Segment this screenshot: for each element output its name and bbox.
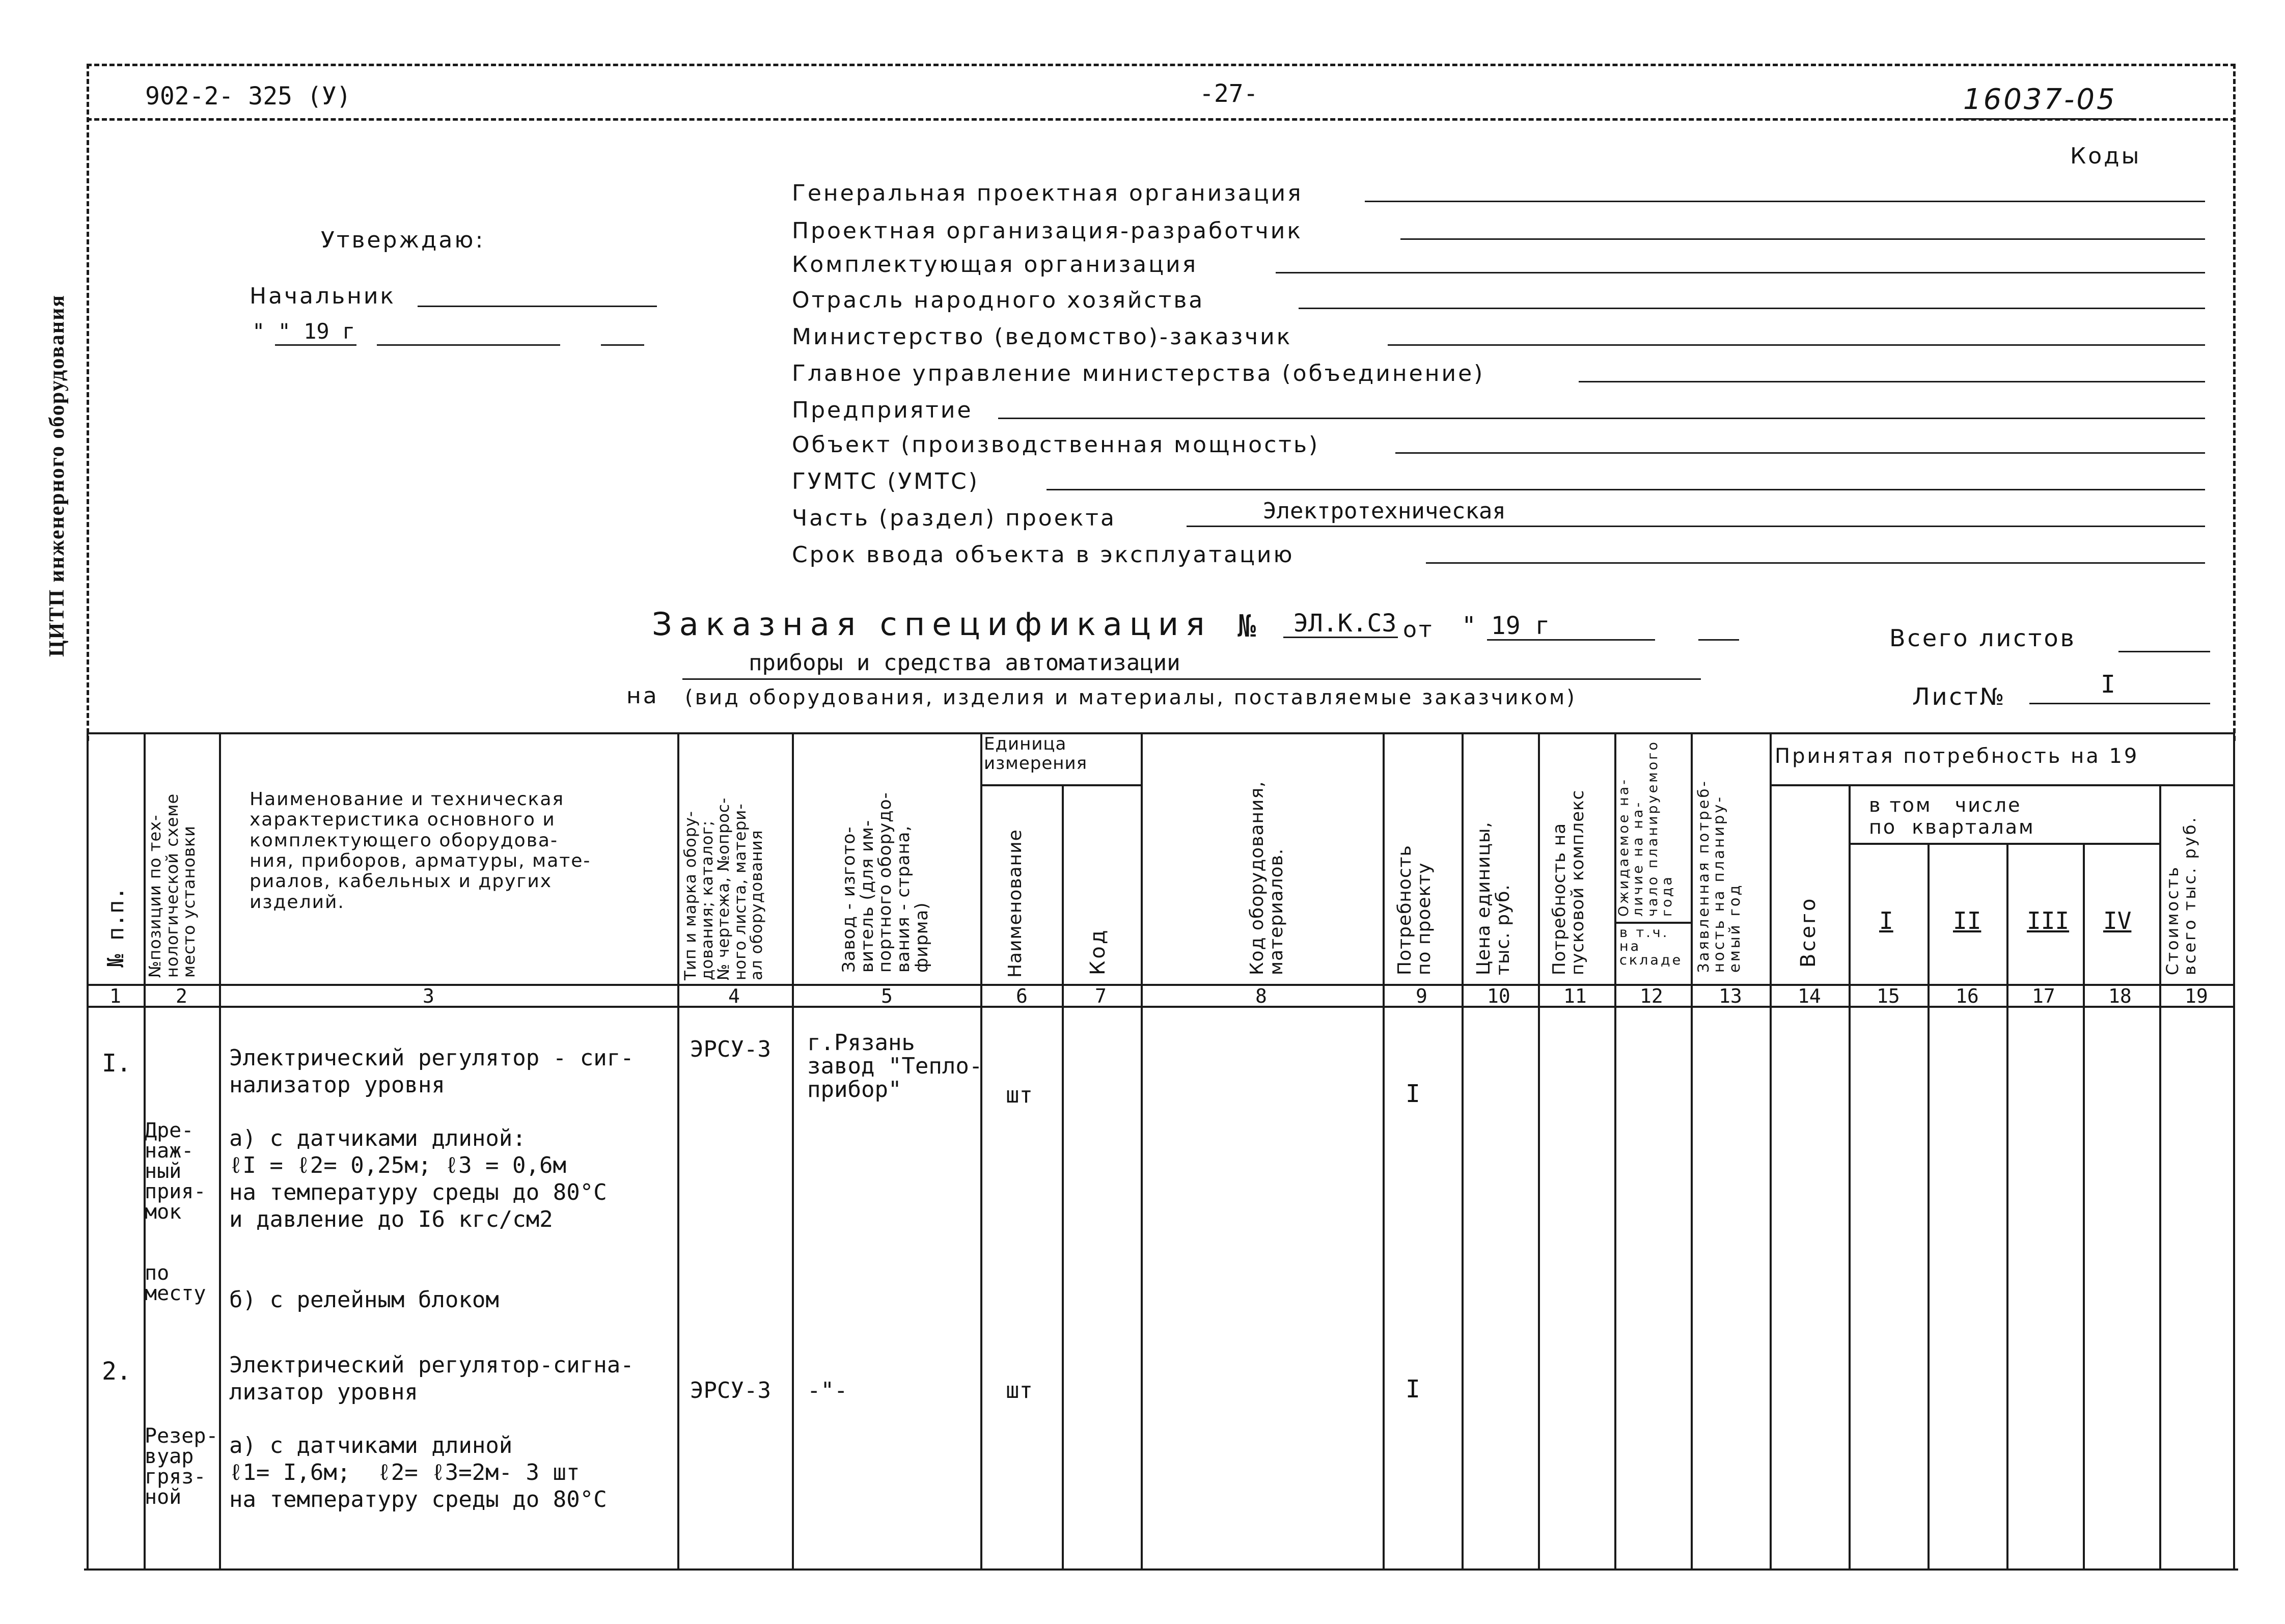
org-field-line: [1276, 272, 2205, 273]
spec-date-prefix: от: [1403, 617, 1434, 643]
header-in-stock: в т.ч. на складе: [1619, 925, 1683, 968]
table-row-1-unit: шт: [1006, 1082, 1033, 1108]
table-row-1-num: I.: [102, 1049, 131, 1078]
colnum-2: 2: [176, 985, 187, 1007]
sheet-line: [2029, 703, 2210, 704]
org-field-line: [1047, 489, 2205, 490]
header-launch: Потребность на пусковой комплекс: [1549, 789, 1588, 975]
header-unit-group: Единица измерения: [984, 734, 1088, 774]
col-sep: [677, 732, 679, 1568]
org-field-label: Предприятие: [792, 397, 973, 423]
header-q1: I: [1879, 907, 1893, 934]
spec-number-line: [1283, 637, 1398, 638]
col-sep: [219, 732, 221, 1568]
spec-subject-caption: (вид оборудования, изделия и материалы, поставляемые заказчиком): [685, 686, 1577, 709]
col-sep: [1062, 784, 1064, 1568]
spec-date-line-2: [1698, 639, 1739, 641]
header-maker: Завод - изгото- витель (для им- портного оборудо- вания - страна, фирма): [839, 792, 932, 973]
spec-date: " 19 г: [1462, 612, 1550, 640]
colnum-13: 13: [1719, 985, 1742, 1007]
spec-subject-line: [682, 678, 1701, 680]
quarters-rule: [1849, 843, 2159, 845]
col-sep: [1462, 732, 1464, 1568]
colnum-5: 5: [881, 985, 893, 1007]
org-field-label: Министерство (ведомство)-заказчик: [792, 324, 1292, 350]
org-field-line: [1388, 344, 2205, 346]
header-price: Цена единицы, тыс. руб.: [1473, 821, 1513, 975]
colnum-18: 18: [2108, 985, 2132, 1007]
table-bottom-rule: [84, 1568, 2238, 1571]
archive-underline: [1958, 118, 2136, 120]
archive-number: 16037-05: [1963, 83, 2117, 116]
header-q3: III: [2027, 907, 2070, 934]
spec-title: Заказная спецификация: [652, 605, 1212, 643]
col-sep: [1141, 732, 1143, 1568]
sheet-label: Лист№: [1912, 683, 2006, 710]
table-row-2-qty: I: [1406, 1375, 1420, 1403]
sheet-value: I: [2101, 670, 2115, 699]
colnum-1: 1: [109, 985, 121, 1007]
table-row-2-num: 2.: [102, 1357, 131, 1386]
table-row-2-type: ЭРСУ-3: [690, 1378, 771, 1403]
frame-right: [2233, 64, 2236, 741]
colnum-17: 17: [2032, 985, 2055, 1007]
frame-top: [87, 64, 2236, 66]
colnum-14: 14: [1798, 985, 1821, 1007]
table-colnum-bottom-rule: [87, 1006, 2235, 1008]
header-unit-code: Код: [1086, 928, 1110, 975]
org-field-value: Электротехническая: [1263, 498, 1506, 524]
col-sep: [1691, 732, 1693, 1568]
header-quarters: в том числе по кварталам: [1869, 794, 2035, 838]
codes-label: Коды: [2070, 143, 2141, 169]
org-field-line: [1579, 381, 2205, 382]
col-sep: [2159, 784, 2161, 1568]
spec-number-value: ЭЛ.К.СЗ: [1293, 609, 1397, 638]
org-field-line: [1365, 201, 2205, 202]
table-row-1-type: ЭРСУ-3: [690, 1036, 771, 1062]
org-field-label: ГУМТС (УМТС): [792, 469, 979, 494]
org-field-label: Отрасль народного хозяйства: [792, 287, 1205, 313]
org-field-label: Срок ввода объекта в эксплуатацию: [792, 542, 1295, 568]
org-field-line: [1395, 452, 2205, 454]
colnum-10: 10: [1487, 985, 1510, 1007]
approval-date-line-1: [275, 344, 356, 346]
colnum-15: 15: [1877, 985, 1900, 1007]
org-field-label: Проектная организация-разработчик: [792, 218, 1303, 244]
org-field-label: Генеральная проектная организация: [792, 180, 1303, 206]
colnum-19: 19: [2185, 985, 2208, 1007]
col-sep: [1849, 784, 1851, 1568]
table-row-2-unit: шт: [1006, 1378, 1033, 1403]
colnum-16: 16: [1956, 985, 1979, 1007]
org-field-label: Часть (раздел) проекта: [792, 505, 1116, 531]
table-row-2-maker: -"-: [807, 1378, 848, 1403]
chief-label: Начальник: [250, 283, 396, 309]
header-position: №позиции по тех- нологической схеме место установки: [145, 793, 199, 978]
approval-date-line-3: [601, 344, 644, 346]
header-expected: Ожидаемое на- личие на на- чало планируемого года: [1616, 740, 1675, 917]
col-sep: [1538, 732, 1540, 1568]
table-top-rule: [87, 732, 2235, 734]
header-name: Наименование и техническая характеристика основного и комплектующего оборудова- ния, приборов, арматуры, мате- риалов, кабельных и других изделий.: [250, 789, 591, 913]
spec-number-label: №: [1237, 609, 1256, 644]
col-sep: [980, 732, 982, 1568]
header-num: № п.п.: [103, 887, 129, 968]
col12-split: [1614, 922, 1691, 924]
accepted-rule: [1770, 784, 2235, 786]
colnum-4: 4: [728, 985, 740, 1007]
page-number: -27-: [1199, 79, 1258, 108]
colnum-9: 9: [1416, 985, 1427, 1007]
header-accepted: Принятая потребность на 19: [1775, 745, 2139, 768]
col-sep: [2083, 843, 2085, 1568]
col-sep: [1928, 843, 1930, 1568]
spec-date-line-1: [1487, 639, 1655, 641]
col-sep: [792, 732, 794, 1568]
header-declared: Заявленная потреб- ность на планиру- емый год: [1695, 779, 1743, 973]
header-cost: Стоимость всего тыс. руб.: [2163, 815, 2199, 975]
org-field-line: [1187, 526, 2205, 527]
colnum-11: 11: [1563, 985, 1587, 1007]
table-row-1-maker: г.Рязань завод "Тепло- прибор": [807, 1030, 983, 1103]
colnum-7: 7: [1095, 985, 1107, 1007]
org-field-line: [1299, 308, 2205, 309]
approval-date: " " 19 г: [252, 319, 355, 344]
header-total: Всего: [1797, 896, 1820, 968]
org-field-label: Объект (производственная мощность): [792, 432, 1320, 458]
chief-line: [418, 306, 657, 307]
col-sep: [2006, 843, 2008, 1568]
spec-na: на: [626, 683, 659, 709]
table-row-2-place: Резер- вуар гряз- ной: [145, 1424, 218, 1509]
table-row-1-qty: I: [1406, 1080, 1420, 1108]
side-stamp: ЦИТП инженерного оборудования: [45, 294, 69, 657]
spec-subject: приборы и средства автоматизации: [749, 650, 1180, 676]
org-field-line: [998, 418, 2205, 419]
org-field-label: Комплектующая организация: [792, 252, 1198, 278]
total-sheets-label: Всего листов: [1889, 624, 2076, 652]
org-field-line: [1400, 238, 2205, 240]
frame-left: [87, 64, 89, 741]
col-sep: [2233, 732, 2235, 1568]
unit-group-rule: [980, 784, 1141, 786]
col-sep: [1770, 732, 1772, 1568]
colnum-8: 8: [1255, 985, 1267, 1007]
approve-heading: Утверждаю:: [321, 227, 485, 253]
approval-date-line-2: [377, 344, 560, 346]
org-field-line: [1426, 562, 2205, 564]
colnum-6: 6: [1016, 985, 1028, 1007]
table-row-1-place: Дре- наж- ный прия- мок по месту: [145, 1119, 206, 1305]
org-field-label: Главное управление министерства (объединение): [792, 361, 1485, 387]
header-need: Потребность по проекту: [1394, 845, 1435, 975]
total-sheets-line: [2118, 651, 2210, 652]
header-equip-code: Код оборудования, материалов.: [1247, 781, 1287, 975]
header-q4: IV: [2103, 907, 2132, 934]
col-sep: [87, 732, 89, 1568]
colnum-12: 12: [1640, 985, 1663, 1007]
table-row-2-name: Электрический регулятор-сигна- лизатор уровня а) с датчиками длиной ℓ1= I,6м; ℓ2= ℓ3=2м- 3 шт на температуру среды до 80°С: [229, 1352, 634, 1512]
doc-code: 902-2- 325 (У): [145, 82, 351, 111]
table-row-1-name: Электрический регулятор - сиг- нализатор уровня а) с датчиками длиной: ℓI = ℓ2= 0,25м; ℓ3 = 0,6м на температуру среды до 80°С и давление до I6 кгс/см2 б) с релейным блоком: [229, 1045, 634, 1313]
header-q2: II: [1953, 907, 1981, 934]
frame-header-rule: [87, 118, 2236, 121]
table-colnum-top-rule: [87, 984, 2235, 986]
col-sep: [1383, 732, 1385, 1568]
header-unit-name: Наименование: [1005, 829, 1026, 978]
header-type: Тип и марка обору- дования; каталог; № чертежа, №опрос- ного листа, матери- ал оборудования: [681, 797, 766, 980]
colnum-3: 3: [423, 985, 434, 1007]
